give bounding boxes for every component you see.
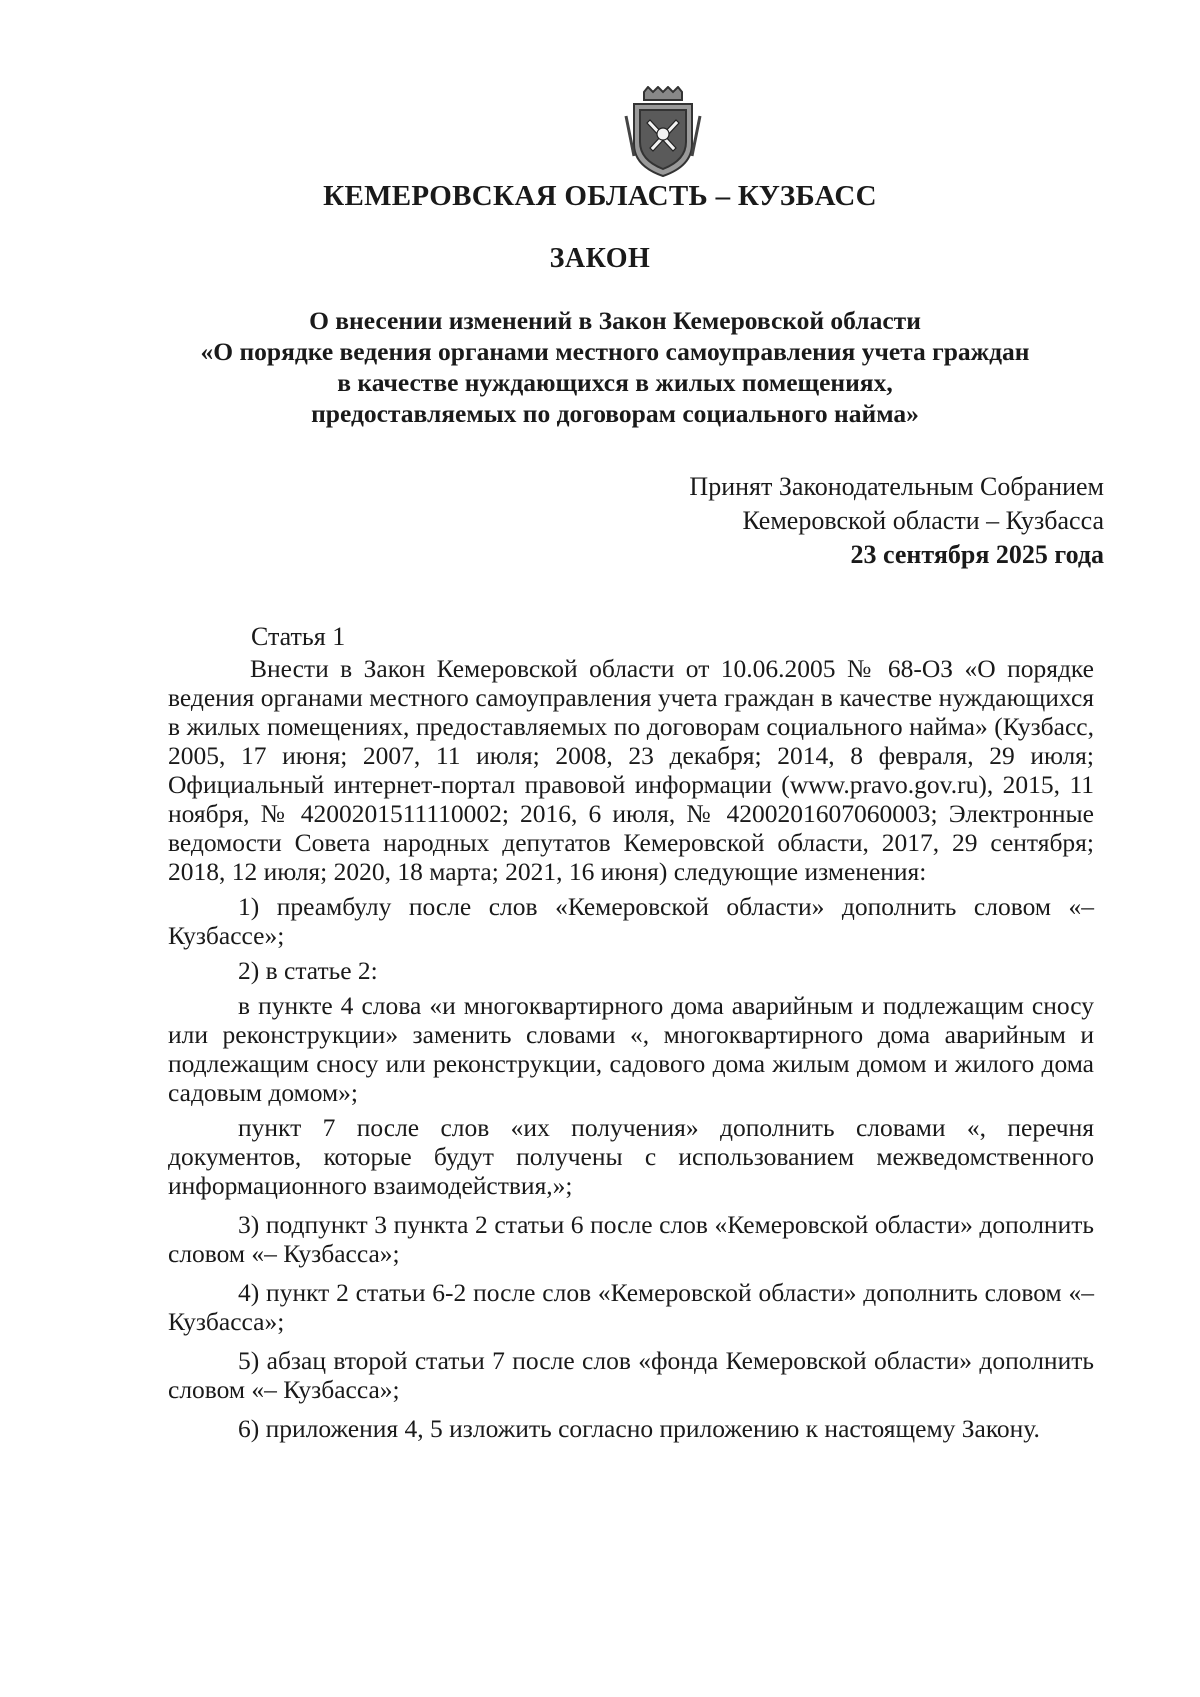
document-type: ЗАКОН (549, 243, 651, 274)
title-line: в качестве нуждающихся в жилых помещениях, (337, 368, 893, 397)
amendment-item: 5) абзац второй статьи 7 после слов «фонда Кемеровской области» дополнить словом «– Кузбасса»; (168, 1346, 1094, 1404)
amendment-item: 6) приложения 4, 5 изложить согласно приложению к настоящему Закону. (238, 1414, 1040, 1443)
article-heading: Статья 1 (251, 622, 346, 651)
article-body (168, 654, 1094, 1443)
amendment-subitem: пункт 7 после слов «их получения» дополнить словами «, перечня документов, которые будут получены с использованием межведомственного информационного взаимодействия,»; (168, 1113, 1094, 1200)
amendment-item: 1) преамбулу после слов «Кемеровской области» дополнить словом «– Кузбассе»; (168, 892, 1094, 950)
amendment-item: 3) подпункт 3 пункта 2 статьи 6 после слов «Кемеровской области» дополнить словом «– Кузбасса»; (168, 1210, 1094, 1268)
coat-of-arms-icon (624, 86, 702, 178)
adoption-line: Принят Законодательным Собранием (689, 472, 1104, 501)
adoption-line: Кемеровской области – Кузбасса (742, 506, 1104, 535)
title-line: предоставляемых по договорам социального найма» (311, 399, 919, 428)
adoption-date: 23 сентября 2025 года (850, 540, 1104, 569)
amendment-subitem: в пункте 4 слова «и многоквартирного дома аварийным и подлежащим сносу или реконструкции» заменить словами «, многоквартирного дома аварийным и подлежащим сносу или реконструкции, садового дома жилым домом и жилого дома садовым домом»; (168, 991, 1094, 1107)
article-intro: Внести в Закон Кемеровской области от 10.06.2005 № 68-ОЗ «О порядке ведения органами местного самоуправления учета граждан в качестве нуждающихся в жилых помещениях, предоставляемых по договорам социального найма» (Кузбасс, 2005, 17 июня; 2007, 11 июля; 2008, 23 декабря; 2014, 8 февраля, 29 июля; Официальный интернет-портал правовой информации (www.pravo.gov.ru), 2015, 11 ноября, № 4200201511110002; 2016, 6 июля, № 4200201607060003; Электронные ведомости Совета народных депутатов Кемеровской области, 2017, 29 сентября; 2018, 12 июля; 2020, 18 марта; 2021, 16 июня) следующие изменения: (168, 654, 1094, 886)
amendment-item: 2) в статье 2: (238, 956, 378, 985)
amendment-item: 4) пункт 2 статьи 6-2 после слов «Кемеровской области» дополнить словом «– Кузбасса»; (168, 1278, 1094, 1336)
region-heading: КЕМЕРОВСКАЯ ОБЛАСТЬ – КУЗБАСС (323, 180, 877, 212)
law-title (150, 305, 1080, 429)
title-line: «О порядке ведения органами местного самоуправления учета граждан (200, 337, 1030, 366)
adoption-block (689, 470, 1104, 572)
title-line: О внесении изменений в Закон Кемеровской области (309, 306, 921, 335)
